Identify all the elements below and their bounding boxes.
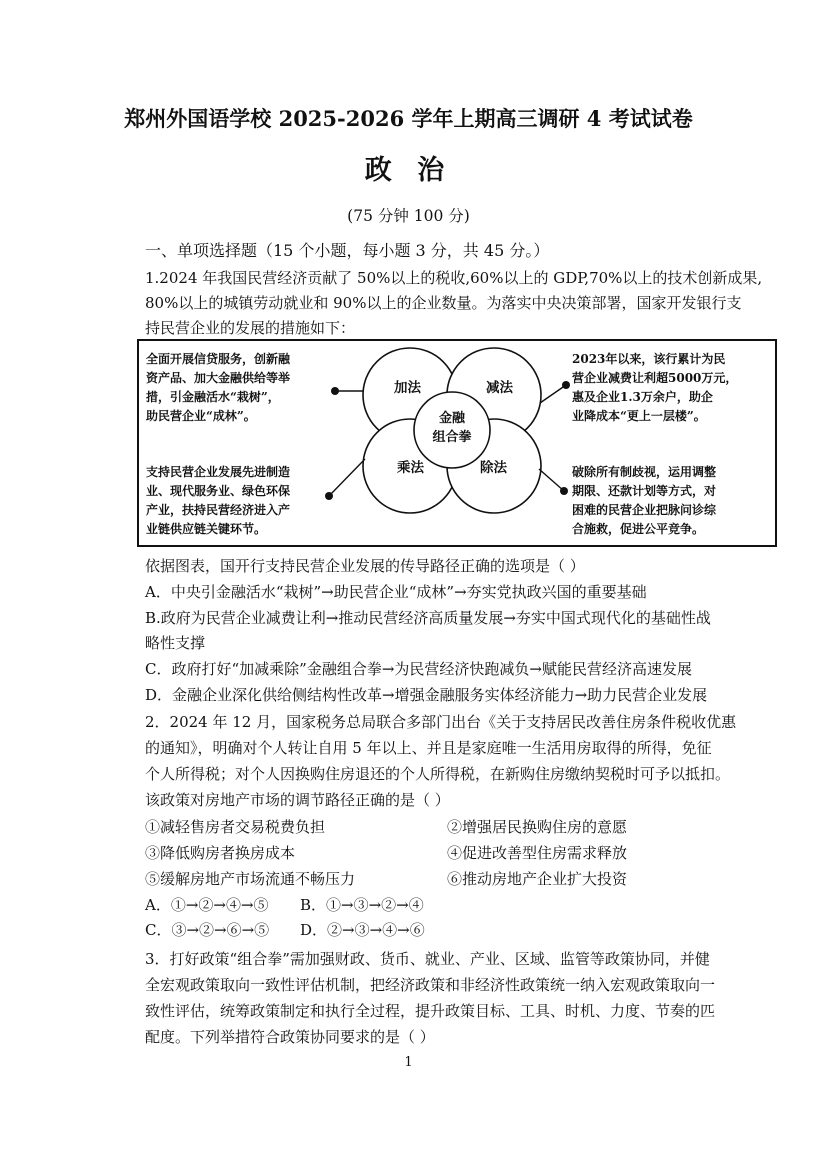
connector-dot [560,487,568,495]
diagram-text-bottom-left: 支持民营企业发展先进制造 业、现代服务业、绿色环保 产业，扶持民营经济进入产 业链供应链关键环节。 [146,465,291,536]
q2-stem-line: 的通知》，明确对个人转让自用 5 年以上、并且是家庭唯一生活用房取得的所得，免征 [145,739,712,757]
label-subtract: 减法 [486,380,513,396]
q1-stem-line: 持民营企业的发展的措施如下： [145,319,356,337]
page-number: 1 [404,1055,413,1070]
q3-stem-line: 3．打好政策“组合拳”需加强财政、货币、就业、产业、区域、监管等政策协同，并健 [145,950,710,968]
subject-title: 政 治 [364,155,453,186]
q2-item-4: ④促进改善型住房需求释放 [447,844,628,862]
q2-item-5: ⑤缓解房地产市场流通不畅压力 [145,870,356,888]
q1-option-b-cont: 略性支撑 [145,634,206,652]
q1-stem-line: 80%以上的城镇劳动就业和 90%以上的企业数量。为落实中央决策部署，国家开发银行支 [145,294,742,312]
q1-option-b: B.政府为民营企业减费让利→推动民营经济高质量发展→夯实中国式现代化的基础性战 [145,609,711,627]
q2-item-1: ①减轻售房者交易税费负担 [145,818,326,836]
q2-stem-line: 2．2024 年 12 月，国家税务总局联合多部门出台《关于支持居民改善住房条件税收优惠 [145,713,737,731]
label-add: 加法 [394,380,421,396]
q2-stem-line: 个人所得税；对个人因换购住房退还的个人所得税，在新购住房缴纳契税时可予以抵扣。 [145,765,731,783]
diagram-text-top-left: 全面开展信贷服务，创新融 资产品、加大金融供给等举 措，引金融活水“栽树”， 助民营企业“成林”。 [146,352,291,423]
q2-option-c: C．③→②→⑥→⑤ [145,921,270,939]
q3-stem-line: 配度。下列举措符合政策协同要求的是（ ） [145,1028,435,1046]
exam-duration-score: (75 分钟 100 分) [347,207,470,225]
connector-line [539,469,564,491]
connector-dot [325,492,333,500]
exam-title: 郑州外国语学校 2025-2026 学年上期高三调研 4 考试试卷 [124,106,693,131]
connector-dot [562,381,570,389]
connector-dot [331,387,339,395]
diagram-text-top-right: 2023年以来，该行累计为民 营企业减费让利超5000万元， 惠及企业1.3万余户，助企 业降成本“更上一层楼”。 [572,352,738,423]
label-center: 金融 组合拳 [432,411,472,445]
q2-option-a: A．①→②→④→⑤ [145,896,269,914]
q1-option-a: A．中央引金融活水“栽树”→助民营企业“成林”→夯实党执政兴国的重要基础 [145,583,647,601]
financial-combo-diagram [137,339,777,547]
q2-item-2: ②增强居民换购住房的意愿 [447,818,628,836]
label-multiply: 乘法 [397,460,424,476]
q2-option-d: D．②→③→④→⑥ [300,921,425,939]
q1-option-c: C．政府打好“加减乘除”金融组合拳→为民营经济快跑减负→赋能民营经济高速发展 [145,660,692,678]
q2-item-6: ⑥推动房地产企业扩大投资 [447,870,628,888]
q3-stem-line: 致性评估，统筹政策制定和执行全过程，提升政策目标、工具、时机、力度、节奏的匹 [145,1002,716,1020]
label-divide: 除法 [480,460,507,476]
connector-line [540,385,566,403]
q2-item-3: ③降低购房者换房成本 [145,844,296,862]
section-heading: 一、单项选择题（15 个小题，每小题 3 分，共 45 分。） [145,241,550,260]
diagram-text-bottom-right: 破除所有制歧视，运用调整 期限、还款计划等方式，对 困难的民营企业把脉问诊综 合施救，促进公平竞争。 [572,465,717,536]
connector-line [329,459,365,496]
q2-option-b: B．①→③→②→④ [300,896,424,914]
q1-option-d: D．金融企业深化供给侧结构性改革→增强金融服务实体经济能力→助力民营企业发展 [145,686,708,704]
q1-stem-line: 1.2024 年我国民营经济贡献了 50%以上的税收,60%以上的 GDP,70%以上的技术创新成果, [145,269,763,287]
q2-stem-line: 该政策对房地产市场的调节路径正确的是（ ） [145,791,450,809]
q3-stem-line: 全宏观政策取向一致性评估机制，把经济政策和非经济性政策统一纳入宏观政策取向一 [145,976,716,994]
q1-question: 依据图表，国开行支持民营企业发展的传导路径正确的选项是（ ） [145,557,585,575]
